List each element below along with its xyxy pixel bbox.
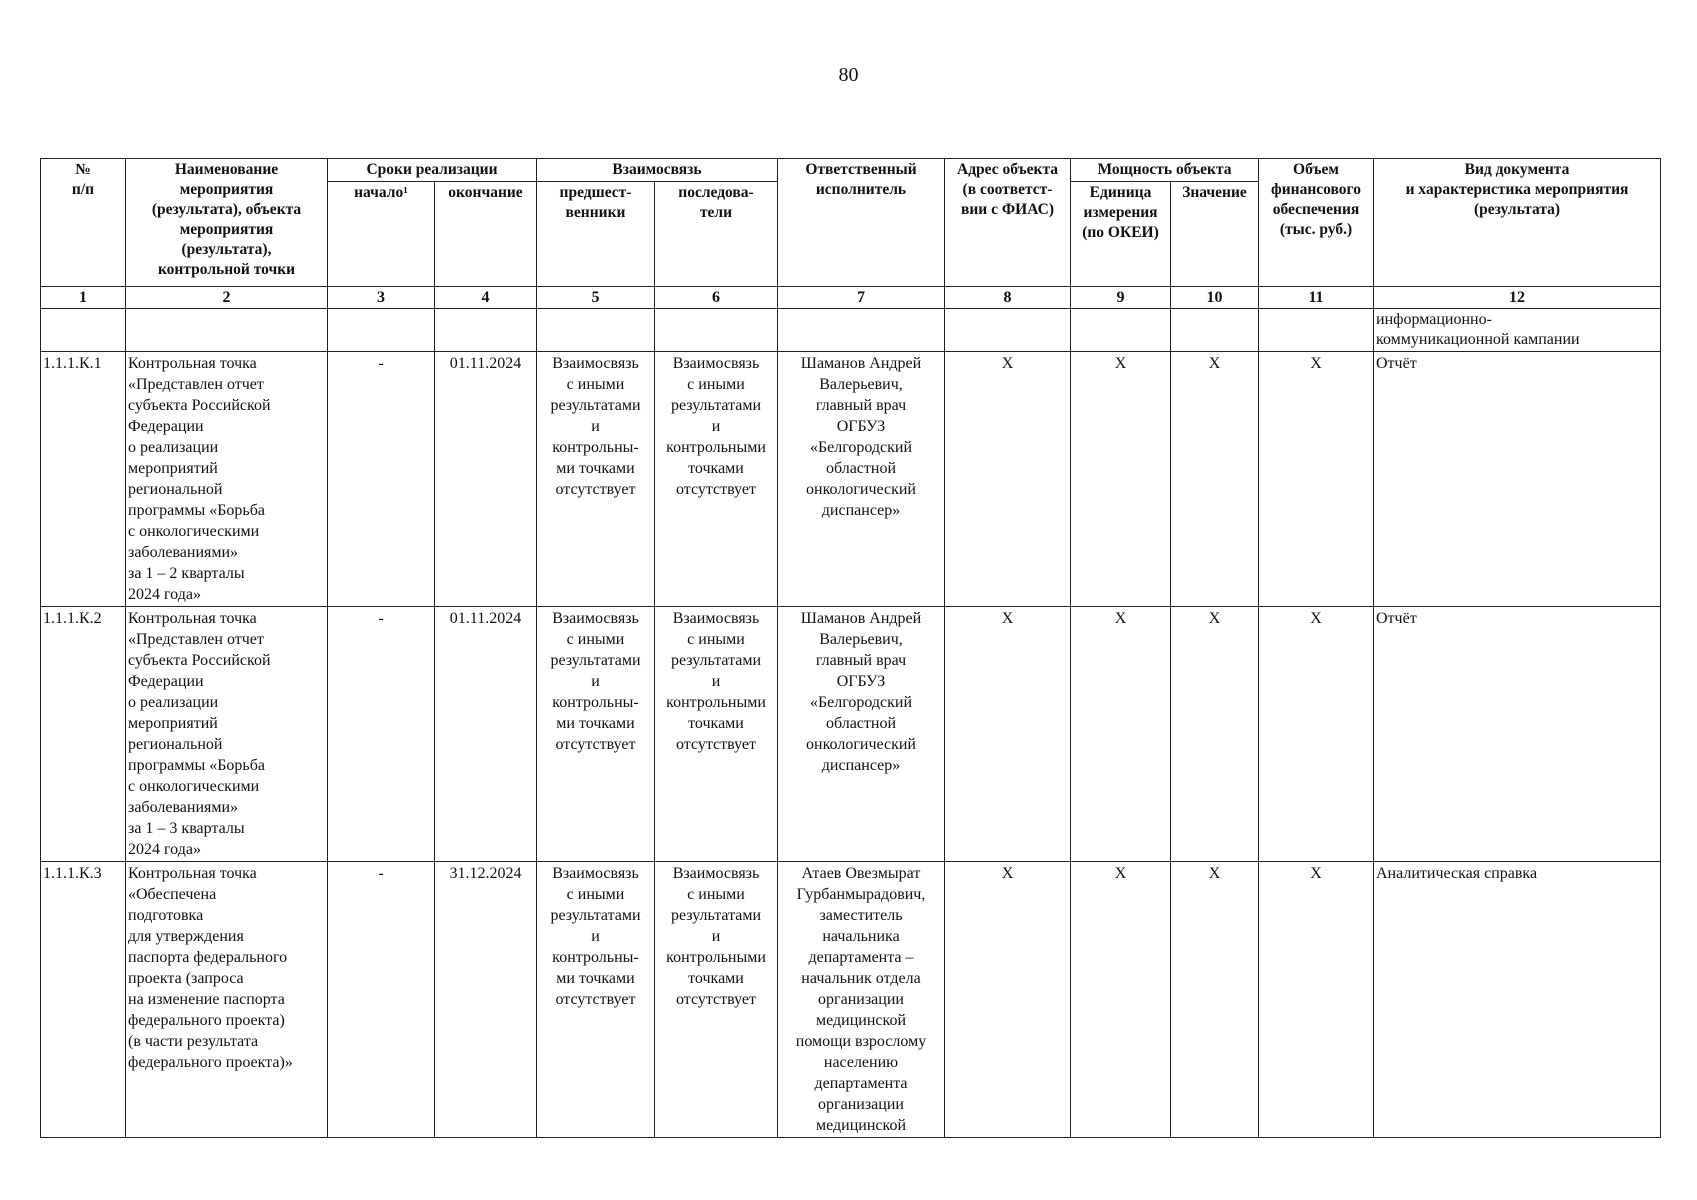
row-address: Х <box>945 862 1071 1138</box>
document-cell: информационно- коммуникационной кампании <box>1374 309 1661 352</box>
header-predecessors: предшест- венники <box>537 182 655 287</box>
column-number: 7 <box>778 287 945 309</box>
continuation-row <box>41 309 1661 352</box>
row-end: 31.12.2024 <box>435 862 537 1138</box>
header-name: Наименование мероприятия (результата), объекта мероприятия (результата), контрольной точки <box>126 159 328 287</box>
row-document: Аналитическая справка <box>1374 862 1661 1138</box>
row-document: Отчёт <box>1374 607 1661 862</box>
row-address: Х <box>945 607 1071 862</box>
row-end: 01.11.2024 <box>435 352 537 607</box>
row-responsible: Шаманов Андрей Валерьевич, главный врач ОГБУЗ «Белгородский областной онкологический диспансер» <box>778 607 945 862</box>
row-finance: Х <box>1259 607 1374 862</box>
row-finance: Х <box>1259 352 1374 607</box>
column-number: 10 <box>1171 287 1259 309</box>
header-value: Значение <box>1171 182 1259 287</box>
header-relation: Взаимосвязь <box>537 159 778 182</box>
empty-cell <box>655 309 778 352</box>
row-end: 01.11.2024 <box>435 607 537 862</box>
column-number: 1 <box>41 287 126 309</box>
header-capacity: Мощность объекта <box>1071 159 1259 182</box>
header-address: Адрес объекта (в соответст- вии с ФИАС) <box>945 159 1071 287</box>
row-responsible: Шаманов Андрей Валерьевич, главный врач ОГБУЗ «Белгородский областной онкологический диспансер» <box>778 352 945 607</box>
empty-cell <box>537 309 655 352</box>
row-responsible: Атаев Овезмырат Гурбанмырадович, заместитель начальника департамента – начальник отдела организации медицинской помощи взрослому населению департамента организации медицинской <box>778 862 945 1138</box>
column-number: 5 <box>537 287 655 309</box>
empty-cell <box>945 309 1071 352</box>
empty-cell <box>435 309 537 352</box>
header-start: начало¹ <box>328 182 435 287</box>
row-value: Х <box>1171 352 1259 607</box>
row-predecessors: Взаимосвязь с иными результатами и контрольны- ми точками отсутствует <box>537 862 655 1138</box>
column-number: 3 <box>328 287 435 309</box>
row-value: Х <box>1171 607 1259 862</box>
row-finance: Х <box>1259 862 1374 1138</box>
row-id: 1.1.1.К.1 <box>41 352 126 607</box>
empty-cell <box>41 309 126 352</box>
row-id: 1.1.1.К.3 <box>41 862 126 1138</box>
header-document: Вид документа и характеристика мероприятия (результата) <box>1374 159 1661 287</box>
row-id: 1.1.1.К.2 <box>41 607 126 862</box>
header-responsible: Ответственный исполнитель <box>778 159 945 287</box>
header-end: окончание <box>435 182 537 287</box>
page-number: 80 <box>838 64 859 86</box>
row-address: Х <box>945 352 1071 607</box>
header-num: № п/п <box>41 159 126 287</box>
row-successors: Взаимосвязь с иными результатами и контрольными точками отсутствует <box>655 607 778 862</box>
activities-table <box>40 158 1661 1138</box>
header-terms: Сроки реализации <box>328 159 537 182</box>
row-start: - <box>328 862 435 1138</box>
empty-cell <box>778 309 945 352</box>
row-name: Контрольная точка «Представлен отчет субъекта Российской Федерации о реализации мероприятий региональной программы «Борьба с онкологическими заболеваниями» за 1 – 3 кварталы 2024 года» <box>126 607 328 862</box>
header-finance: Объем финансового обеспечения (тыс. руб.) <box>1259 159 1374 287</box>
row-start: - <box>328 352 435 607</box>
column-number: 4 <box>435 287 537 309</box>
header-row-1 <box>41 159 1661 182</box>
empty-cell <box>328 309 435 352</box>
column-number: 9 <box>1071 287 1171 309</box>
row-value: Х <box>1171 862 1259 1138</box>
empty-cell <box>126 309 328 352</box>
header-successors: последова- тели <box>655 182 778 287</box>
row-unit: Х <box>1071 862 1171 1138</box>
column-number: 8 <box>945 287 1071 309</box>
column-number: 12 <box>1374 287 1661 309</box>
row-successors: Взаимосвязь с иными результатами и контрольными точками отсутствует <box>655 352 778 607</box>
table-row <box>41 862 1661 1138</box>
column-number: 2 <box>126 287 328 309</box>
table-row <box>41 352 1661 607</box>
row-unit: Х <box>1071 352 1171 607</box>
column-number: 6 <box>655 287 778 309</box>
row-start: - <box>328 607 435 862</box>
column-number: 11 <box>1259 287 1374 309</box>
row-successors: Взаимосвязь с иными результатами и контрольными точками отсутствует <box>655 862 778 1138</box>
row-unit: Х <box>1071 607 1171 862</box>
row-predecessors: Взаимосвязь с иными результатами и контрольны- ми точками отсутствует <box>537 352 655 607</box>
row-predecessors: Взаимосвязь с иными результатами и контрольны- ми точками отсутствует <box>537 607 655 862</box>
row-document: Отчёт <box>1374 352 1661 607</box>
empty-cell <box>1171 309 1259 352</box>
column-numbers-row <box>41 287 1661 309</box>
empty-cell <box>1259 309 1374 352</box>
row-name: Контрольная точка «Представлен отчет субъекта Российской Федерации о реализации мероприятий региональной программы «Борьба с онкологическими заболеваниями» за 1 – 2 кварталы 2024 года» <box>126 352 328 607</box>
row-name: Контрольная точка «Обеспечена подготовка для утверждения паспорта федерального проекта (запроса на изменение паспорта федерального проекта) (в части результата федерального проекта)» <box>126 862 328 1138</box>
empty-cell <box>1071 309 1171 352</box>
table-row <box>41 607 1661 862</box>
header-unit: Единица измерения (по ОКЕИ) <box>1071 182 1171 287</box>
